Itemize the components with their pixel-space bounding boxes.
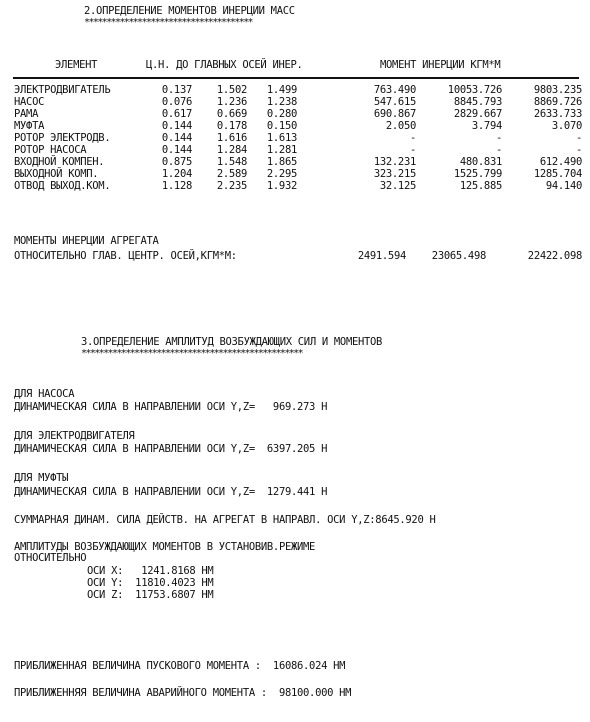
aggregate-moment-y: 23065.498 xyxy=(431,250,486,262)
cell-moment-y: 125.885 xyxy=(459,180,502,192)
cell-coord-3: 1.932 xyxy=(266,180,297,192)
section3-title: 3.ОПРЕДЕЛЕНИЕ АМПЛИТУД ВОЗБУЖДАЮЩИХ СИЛ И МОМЕНТОВ xyxy=(81,336,383,348)
cell-coord-2: 1.616 xyxy=(216,132,247,144)
cell-moment-x: 323.215 xyxy=(373,168,416,180)
cell-moment-z: 1285.704 xyxy=(533,168,582,180)
coupling-dynamic-force: ДИНАМИЧЕСКАЯ СИЛА В НАПРАВЛЕНИИ ОСИ Y,Z= 1279.441 Н xyxy=(14,486,328,498)
cell-moment-y: 3.794 xyxy=(471,120,502,132)
amplitude-axis-z: ОСИ Z: 11753.6807 НМ xyxy=(87,589,214,601)
cell-coord-3: 1.281 xyxy=(266,144,297,156)
pump-dynamic-force: ДИНАМИЧЕСКАЯ СИЛА В НАПРАВЛЕНИИ ОСИ Y,Z= 969.273 Н xyxy=(14,401,328,413)
cell-coord-2: 0.178 xyxy=(216,120,247,132)
aggregate-moment-x: 2491.594 xyxy=(357,250,406,262)
aggregate-moment-z: 22422.098 xyxy=(527,250,582,262)
cell-coord-1: 0.617 xyxy=(161,108,192,120)
cell-coord-1: 0.144 xyxy=(161,120,192,132)
cell-coord-1: 0.137 xyxy=(161,84,192,96)
cell-moment-x: 32.125 xyxy=(379,180,416,192)
cell-moment-z: 612.490 xyxy=(539,156,582,168)
cell-moment-y: 10053.726 xyxy=(447,84,502,96)
cell-moment-z: 94.140 xyxy=(545,180,582,192)
cell-moment-x: 690.867 xyxy=(373,108,416,120)
cell-moment-z: - xyxy=(575,144,582,156)
column-header-moment: МОМЕНТ ИНЕРЦИИ КГМ*М xyxy=(380,59,501,71)
cell-element-name: РОТОР ЭЛЕКТРОДВ. xyxy=(14,132,111,144)
cell-coord-1: 1.204 xyxy=(161,168,192,180)
section2-title-underline: ************************************** xyxy=(84,17,252,28)
cell-element-name: РАМА xyxy=(14,108,39,120)
cell-coord-1: 0.076 xyxy=(161,96,192,108)
cell-moment-x: 763.490 xyxy=(373,84,416,96)
cell-moment-x: 547.615 xyxy=(373,96,416,108)
section3-title-underline: ************************************************** xyxy=(81,348,303,359)
cell-moment-y: 8845.793 xyxy=(453,96,502,108)
cell-coord-3: 0.280 xyxy=(266,108,297,120)
amplitudes-relative-label: ОТНОСИТЕЛЬНО xyxy=(14,552,87,564)
cell-coord-3: 1.865 xyxy=(266,156,297,168)
emergency-moment: ПРИБЛИЖЕННЯЯ ВЕЛИЧИНА АВАРИЙНОГО МОМЕНТА : 98100.000 НМ xyxy=(14,687,352,699)
cell-moment-z: 9803.235 xyxy=(533,84,582,96)
cell-moment-y: - xyxy=(495,132,502,144)
aggregate-axes-label: ОТНОСИТЕЛЬНО ГЛАВ. ЦЕНТР. ОСЕЙ,КГМ*М: xyxy=(14,250,237,262)
total-dynamic-force: СУММАРНАЯ ДИНАМ. СИЛА ДЕЙСТВ. НА АГРЕГАТ В НАПРАВЛ. ОСИ Y,Z:8645.920 Н xyxy=(14,514,436,526)
cell-moment-y: 480.831 xyxy=(459,156,502,168)
table-header-rule xyxy=(13,77,579,79)
cell-coord-3: 1.238 xyxy=(266,96,297,108)
cell-coord-2: 1.284 xyxy=(216,144,247,156)
cell-coord-2: 2.589 xyxy=(216,168,247,180)
cell-element-name: НАСОС xyxy=(14,96,45,108)
cell-moment-y: 2829.667 xyxy=(453,108,502,120)
column-header-coordinates: Ц.Н. ДО ГЛАВНЫХ ОСЕЙ ИНЕР. xyxy=(146,59,303,71)
cell-moment-x: 2.050 xyxy=(385,120,416,132)
cell-element-name: ЭЛЕКТРОДВИГАТЕЛЬ xyxy=(14,84,111,96)
motor-label: ДЛЯ ЭЛЕКТРОДВИГАТЕЛЯ xyxy=(14,430,135,442)
cell-coord-1: 0.144 xyxy=(161,132,192,144)
cell-moment-z: 3.070 xyxy=(551,120,582,132)
cell-coord-3: 1.613 xyxy=(266,132,297,144)
coupling-label: ДЛЯ МУФТЫ xyxy=(14,472,69,484)
cell-element-name: РОТОР НАСОСА xyxy=(14,144,87,156)
motor-dynamic-force: ДИНАМИЧЕСКАЯ СИЛА В НАПРАВЛЕНИИ ОСИ Y,Z= 6397.205 Н xyxy=(14,443,328,455)
aggregate-label: МОМЕНТЫ ИНЕРЦИИ АГРЕГАТА xyxy=(14,235,159,247)
section2-title: 2.ОПРЕДЕЛЕНИЕ МОМЕНТОВ ИНЕРЦИИ МАСС xyxy=(84,5,295,17)
cell-moment-z: - xyxy=(575,132,582,144)
cell-coord-2: 2.235 xyxy=(216,180,247,192)
pump-label: ДЛЯ НАСОСА xyxy=(14,388,75,400)
start-moment: ПРИБЛИЖЕННАЯ ВЕЛИЧИНА ПУСКОВОГО МОМЕНТА : 16086.024 НМ xyxy=(14,660,346,672)
column-header-element: ЭЛЕМЕНТ xyxy=(55,59,98,71)
cell-coord-3: 0.150 xyxy=(266,120,297,132)
cell-moment-y: 1525.799 xyxy=(453,168,502,180)
cell-moment-z: 2633.733 xyxy=(533,108,582,120)
cell-coord-2: 0.669 xyxy=(216,108,247,120)
cell-moment-z: 8869.726 xyxy=(533,96,582,108)
amplitudes-heading: АМПЛИТУДЫ ВОЗБУЖДАЮЩИХ МОМЕНТОВ В УСТАНОВИВ.РЕЖИМЕ xyxy=(14,541,316,553)
cell-moment-x: - xyxy=(409,132,416,144)
cell-coord-2: 1.548 xyxy=(216,156,247,168)
amplitude-axis-y: ОСИ Y: 11810.4023 НМ xyxy=(87,577,214,589)
cell-coord-2: 1.236 xyxy=(216,96,247,108)
cell-coord-3: 1.499 xyxy=(266,84,297,96)
cell-moment-x: 132.231 xyxy=(373,156,416,168)
cell-element-name: МУФТА xyxy=(14,120,45,132)
cell-moment-y: - xyxy=(495,144,502,156)
cell-element-name: ОТВОД ВЫХОД.КОМ. xyxy=(14,180,111,192)
cell-coord-2: 1.502 xyxy=(216,84,247,96)
cell-element-name: ВЫХОДНОЙ КОМП. xyxy=(14,168,99,180)
cell-coord-1: 1.128 xyxy=(161,180,192,192)
amplitude-axis-x: ОСИ X: 1241.8168 НМ xyxy=(87,565,214,577)
cell-coord-1: 0.144 xyxy=(161,144,192,156)
cell-element-name: ВХОДНОЙ КОМПЕН. xyxy=(14,156,105,168)
cell-coord-3: 2.295 xyxy=(266,168,297,180)
cell-moment-x: - xyxy=(409,144,416,156)
cell-coord-1: 0.875 xyxy=(161,156,192,168)
